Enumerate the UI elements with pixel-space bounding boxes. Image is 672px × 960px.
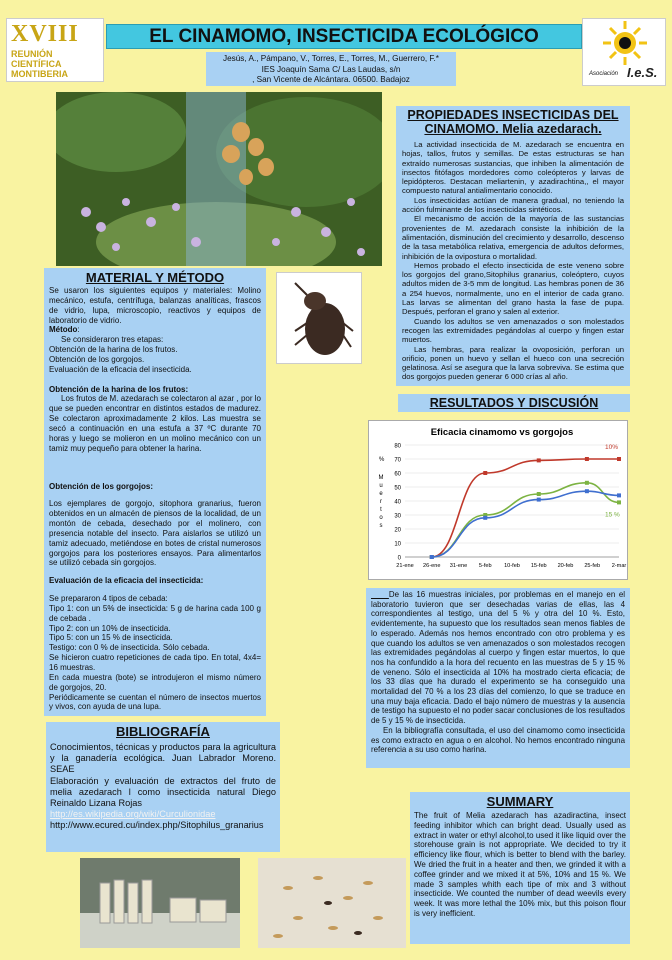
y-axis-label-letter: r	[380, 499, 382, 505]
cinamomo-tree-photo	[56, 92, 382, 266]
eval-line: Se hicieron cuatro repeticiones de cada tipo. En total, 4x4= 16 muestras.	[49, 653, 261, 672]
bib-item: Elaboración y evaluación de extractos del fruto de melia azedarach l como insecticida natural Diego Reinaldo Lizana Rojas	[50, 775, 276, 809]
chart-title: Eficacia cinamomo vs gorgojos	[430, 427, 574, 438]
data-point	[537, 458, 541, 462]
association-label: Asociación	[589, 71, 619, 77]
y-axis-label-letter: u	[379, 483, 383, 489]
data-point	[617, 457, 621, 461]
data-point	[483, 516, 487, 520]
x-tick-label: 5-feb	[478, 563, 492, 569]
step-line: Obtención de los gorgojos.	[49, 354, 145, 364]
x-tick-label: 25-feb	[584, 563, 601, 569]
reunion-cientifica-logo	[6, 18, 104, 82]
data-point	[585, 481, 589, 485]
bibliografia-box	[46, 722, 280, 852]
bib-item: Conocimientos, técnicas y productos para la agricultura y la ganadería ecológica. Juan Labrador Moreno. SEAE	[50, 742, 276, 775]
data-point	[617, 493, 621, 497]
x-tick-label: 2-mar	[611, 563, 627, 569]
series-line	[432, 459, 619, 557]
propiedades-paragraph: La actividad insecticida de M. azedarach se encuentra en hojas, tallos, frutos y semillas. De estas estructuras se han extraído numerosas sustancias, que inhiben la alimentación de insectos fitófagos mordedores como coleópteros y larvas de lepidópteros. Destacan meliartenin, y azadirachtina,, el mayor compuesto natural antialimentario conocido.	[402, 140, 624, 196]
data-point	[537, 498, 541, 502]
x-tick-label: 20-feb	[557, 563, 574, 569]
x-tick-label: 21-ene	[396, 563, 414, 569]
propiedades-text	[402, 140, 624, 382]
y-tick-label: 70	[394, 457, 401, 464]
data-point	[585, 457, 589, 461]
series-label: 15 %	[605, 511, 620, 519]
authors-line: Jesús, A., Pámpano, V., Torres, E., Torres, M., Guerrero, F.*	[223, 54, 439, 63]
x-tick-label: 31-ene	[449, 563, 468, 569]
eval-line: Periódicamente se cuentan el número de insectos muertos y vivos, con ayuda de una lupa.	[49, 692, 261, 712]
harina-title: Obtención de la harina de los frutos	[49, 384, 186, 394]
data-point	[585, 489, 589, 493]
lab-samples-photo	[80, 858, 240, 948]
eval-line: Tipo 1: con un 5% de insecticida: 5 g de harina cada 100 g de cebada .	[49, 603, 261, 623]
gorgojo-beetle-photo	[276, 272, 362, 364]
eval-line: En cada muestra (bote) se introdujeron el mismo número de gorgojos, 20.	[49, 672, 261, 692]
y-axis-label-unit: %	[379, 457, 385, 463]
data-point	[430, 555, 434, 559]
step-line: Se consideraron tres etapas:	[61, 335, 164, 345]
eval-title: Evaluación de la eficacia del insecticida	[49, 576, 201, 586]
y-tick-label: 0	[397, 555, 401, 562]
y-tick-label: 10	[394, 541, 401, 548]
y-axis-label-letter: t	[380, 507, 382, 513]
x-tick-label: 26-ene	[423, 563, 441, 569]
data-point	[537, 492, 541, 496]
eval-line: Tipo 5: con un 15 % de insecticida.	[49, 633, 173, 643]
eval-line: Testigo: con 0 % de insecticida. Sólo cebada.	[49, 643, 210, 653]
efficacy-chart	[368, 420, 628, 580]
material-heading: MATERIAL Y MÉTODO	[85, 270, 225, 285]
propiedades-paragraph: Las hembras, para realizar la ovoposición, perforan un orificio, ponen un huevo y sellan el hueco con una secreción gelatinosa. Así se asegura que la larva sobreviva. Se estima que dos gorgojos pueden generar 6 000 crías al año.	[402, 344, 624, 382]
efficacy-chart-svg	[369, 421, 629, 581]
step-line: Evaluación de la eficacia del insecticida.	[49, 364, 192, 374]
resultados-heading: RESULTADOS Y DISCUSIÓN	[429, 396, 599, 410]
y-tick-label: 20	[394, 527, 401, 534]
summary-heading: SUMMARY	[486, 794, 554, 809]
propiedades-paragraph: Cuando los adultos se ven amenazados o son molestados recogen las extremidades pegándolas al cuerpo y fingen estar muertos.	[402, 316, 624, 345]
y-axis-label-letter: o	[379, 515, 383, 521]
eval-line: Se prepararon 4 tipos de cebada:	[49, 594, 168, 604]
y-tick-label: 50	[394, 485, 401, 492]
gorgojos-text: Los ejemplares de gorgojo, sitophora granarius, fueron obtenidos en un almacén de piensos de la localidad, de un montón de cebada, desechado por el molinero, con presencia notable del insecto. Para aislarlos se utilizó un tamiz adecuado, metiéndose en botes de cristal numerosos gorgojos para los posteriores ensayos. Para alimentarlos se utilizó cebada sin gorgojos.	[49, 499, 261, 568]
series-line	[432, 483, 619, 557]
ies-association-logo	[582, 18, 666, 86]
x-tick-label: 15-feb	[530, 563, 547, 569]
school-line: IES Joaquín Sama C/ Las Laudas, s/n	[261, 64, 401, 74]
y-axis-label-letter: e	[379, 491, 383, 497]
series-label: 10%	[605, 444, 619, 451]
material-text: Se usaron los siguientes equipos y materiales: Molino mecánico, estufa, centrífuga, balanzas analíticas, frascos de vidrio, lupa, microscopio, reactivos y equipos de laboratorio de vidrio. Método: Se consideraron tres etapas: Obtención de la harina de los frutos. Obtención de los gorgojos. Evaluación de la eficacia del insecticida. Obtención de la harina de los frutos: Los frutos de M. azedarach se colectaron al azar , por lo que se pueden encontrar en distintos estados de madurez. Se colectaron aproximadamente 2 kilos. Las muestra se secó a continuación en una estufa a 37 ºC durante 70 horas y luego se molieron en un molino mecánico con un tamiz muy pequeño para obtener la harina. Obtención de los gorgojos: Los ejemplares de gorgojo, sitophora granarius, fueron obtenidos en un almacén de piensos de la localidad, de un montón de cebada, desechado por el molinero, con presencia notable del insecto. Para aislarlos se utilizó un tamiz adecuado, metiéndose en botes de cristal numerosos gorgojos para los posteriores ensayos. Para alimentarlos se utilizó cebada sin gorgojos. Evaluación de la eficacia del insecticida: Se prepararon 4 tipos de cebada: Tipo 1: con un 5% de insecticida: 5 g de harina cada 100 g de cebada . Tipo 2: con un 10% de insecticida. Tipo 5: con un 15 % de insecticida. Testigo: con 0 % de insecticida. Sólo cebada. Se hicieron cuatro repeticiones de cada tipo. En total, 4x4= 16 muestras. En cada muestra (bote) se introdujeron el mismo número de gorgojos, 20. Periódicamente se cuentan el número de insectos muertos y vivos, con ayuda de una lupa.	[49, 286, 261, 712]
barley-grains-photo	[258, 858, 406, 948]
data-point	[483, 471, 487, 475]
resultados-paragraph: En la bibliografía consultada, el uso del cinamomo como insecticida es como extracto en agua o en alcohol. No hemos encontrado ninguna referencia a su uso como harina.	[371, 725, 625, 755]
propiedades-paragraph: Los insecticidas actúan de manera gradual, no teniendo la acción fulminante de los insecticidas sintéticos.	[402, 195, 624, 215]
authors-box	[206, 52, 456, 86]
y-tick-label: 40	[394, 499, 401, 506]
y-axis-label-letter: M	[378, 475, 384, 481]
resultados-text-box	[366, 588, 630, 768]
bib-link[interactable]: http://es.wikipedia.org/wiki/Curculionidae	[50, 809, 216, 820]
eval-line: Tipo 2: con un 10% de insecticida.	[49, 623, 171, 633]
x-tick-label: 10-feb	[504, 563, 520, 569]
logo-numeral: XVIII	[11, 21, 79, 47]
y-axis-label-letter: s	[379, 523, 383, 529]
resultados-paragraph: De las 16 muestras iniciales, por problemas en el manejo en el laboratorio tuvieron que ser desechadas varias de ellas, las 4 correspondientes al testigo, una del 5 % y otra del 10 %. Esto, evidentemente, ha supuesto que los resultados sean menos fiables de lo esperado. Además nos hemos encontrado con otro problema y es que cuando los adultos se ven amenazados o son molestados recogen las extremidades pegándolas al cuerpo y fingen estar muertos, lo que nos ha confundido a la hora del recuento en las muestras de 5 y 15 % de veneno. Sólo el insecticida al 10% ha mostrado cierta eficacia; de los 33 días que ha durado el experimento se ha conseguido una mortalidad del 70 % a los 23 días del comienzo, lo que se traduce en una muy baja eficacia. Dado el bajo número de muestras y la ausencia de testigo ha supuesto el no poder sacar conclusiones de los resultados de 5 y 15 % de insecticida.	[371, 590, 626, 726]
gorgojos-title: Obtención de los gorgojos	[49, 481, 151, 491]
propiedades-heading: PROPIEDADES INSECTICIDAS DEL CINAMOMO. Melia azedarach.	[407, 108, 619, 136]
address-line: , San Vicente de Alcántara. 06500. Badajoz	[252, 75, 410, 85]
material-metodo-box	[44, 268, 266, 716]
harina-text: Los frutos de M. azedarach se colectaron al azar , por lo que se pueden encontrar en distintos estados de madurez. Se colectaron aproximadamente 2 kilos. Las muestra se secó a continuación en una estufa a 37 ºC durante 70 horas y luego se molieron en un molino mecánico con un tamiz muy pequeño para obtener la harina.	[49, 394, 261, 453]
metodo-label: Método	[49, 325, 78, 335]
data-point	[617, 500, 621, 504]
logo-subtitle: REUNIÓN CIENTÍFICA MONTIBERIA	[11, 49, 68, 79]
summary-box	[410, 792, 630, 944]
bibliografia-heading: BIBLIOGRAFÍA	[116, 724, 210, 739]
poster-title: EL CINAMOMO, INSECTICIDA ECOLÓGICO	[106, 24, 582, 49]
sun-icon	[583, 19, 667, 69]
step-line: Obtención de la harina de los frutos.	[49, 345, 178, 355]
y-tick-label: 60	[394, 471, 401, 478]
y-tick-label: 80	[394, 443, 401, 450]
propiedades-box	[396, 106, 630, 386]
summary-text: The fruit of Melia azedarach has azadiractina, insect feeding inhibitor which can bright dead. Usually used as extract in water or ethyl alcohol,to used it like liquid over the storehouse grain is not appropriate. We decided to try it efficiency like flour, which is better to blend with the barley. We dried the fruit in a heater and then, we grinded it with a coffee grinder and we mixed it at 5%, 10% and 15 %. We made 3 samples whith each tipe of mix and 3 without insecticide. We counted the number of dead weevils every week. It was more lethal the 10% mix, but this poison flour is very inefficient.	[414, 811, 626, 918]
y-tick-label: 30	[394, 513, 401, 520]
association-name: I.e.S.	[627, 65, 658, 80]
material-intro: Se usaron los siguientes equipos y materiales: Molino mecánico, estufa, centrífuga, balanzas analíticas, frascos de vidrio, lupa, microscopio, reactivos y equipos de laboratorio de vidrio.	[49, 286, 261, 325]
propiedades-paragraph: El mecanismo de acción de la mayoría de las sustancias provenientes de M. azedarach consiste la inhibición de la alimentación, disminución del crecimiento y desarrollo, descenso de la tasa metabólica relativa, emergencia de adultos deformes, inhibición de la oviposturа o mortalidad.	[402, 214, 624, 261]
resultados-heading-box	[398, 394, 630, 412]
bib-link[interactable]: http://www.ecured.cu/index.php/Sitophilus_granarius	[50, 820, 264, 831]
propiedades-paragraph: Hemos probado el efecto insecticida de este veneno sobre los gorgojos del grano,Sitophilus granarius, coleóptero, cuyos adultos miden de 3-5 mm de longitud. Las hembras ponen de 36 a 254 huevos, normalmente, uno en el interior de cada grano. Las larvas se alimentan del grano hasta la fase de pupa. Después, perforan el grano y salen al exterior.	[402, 260, 624, 317]
